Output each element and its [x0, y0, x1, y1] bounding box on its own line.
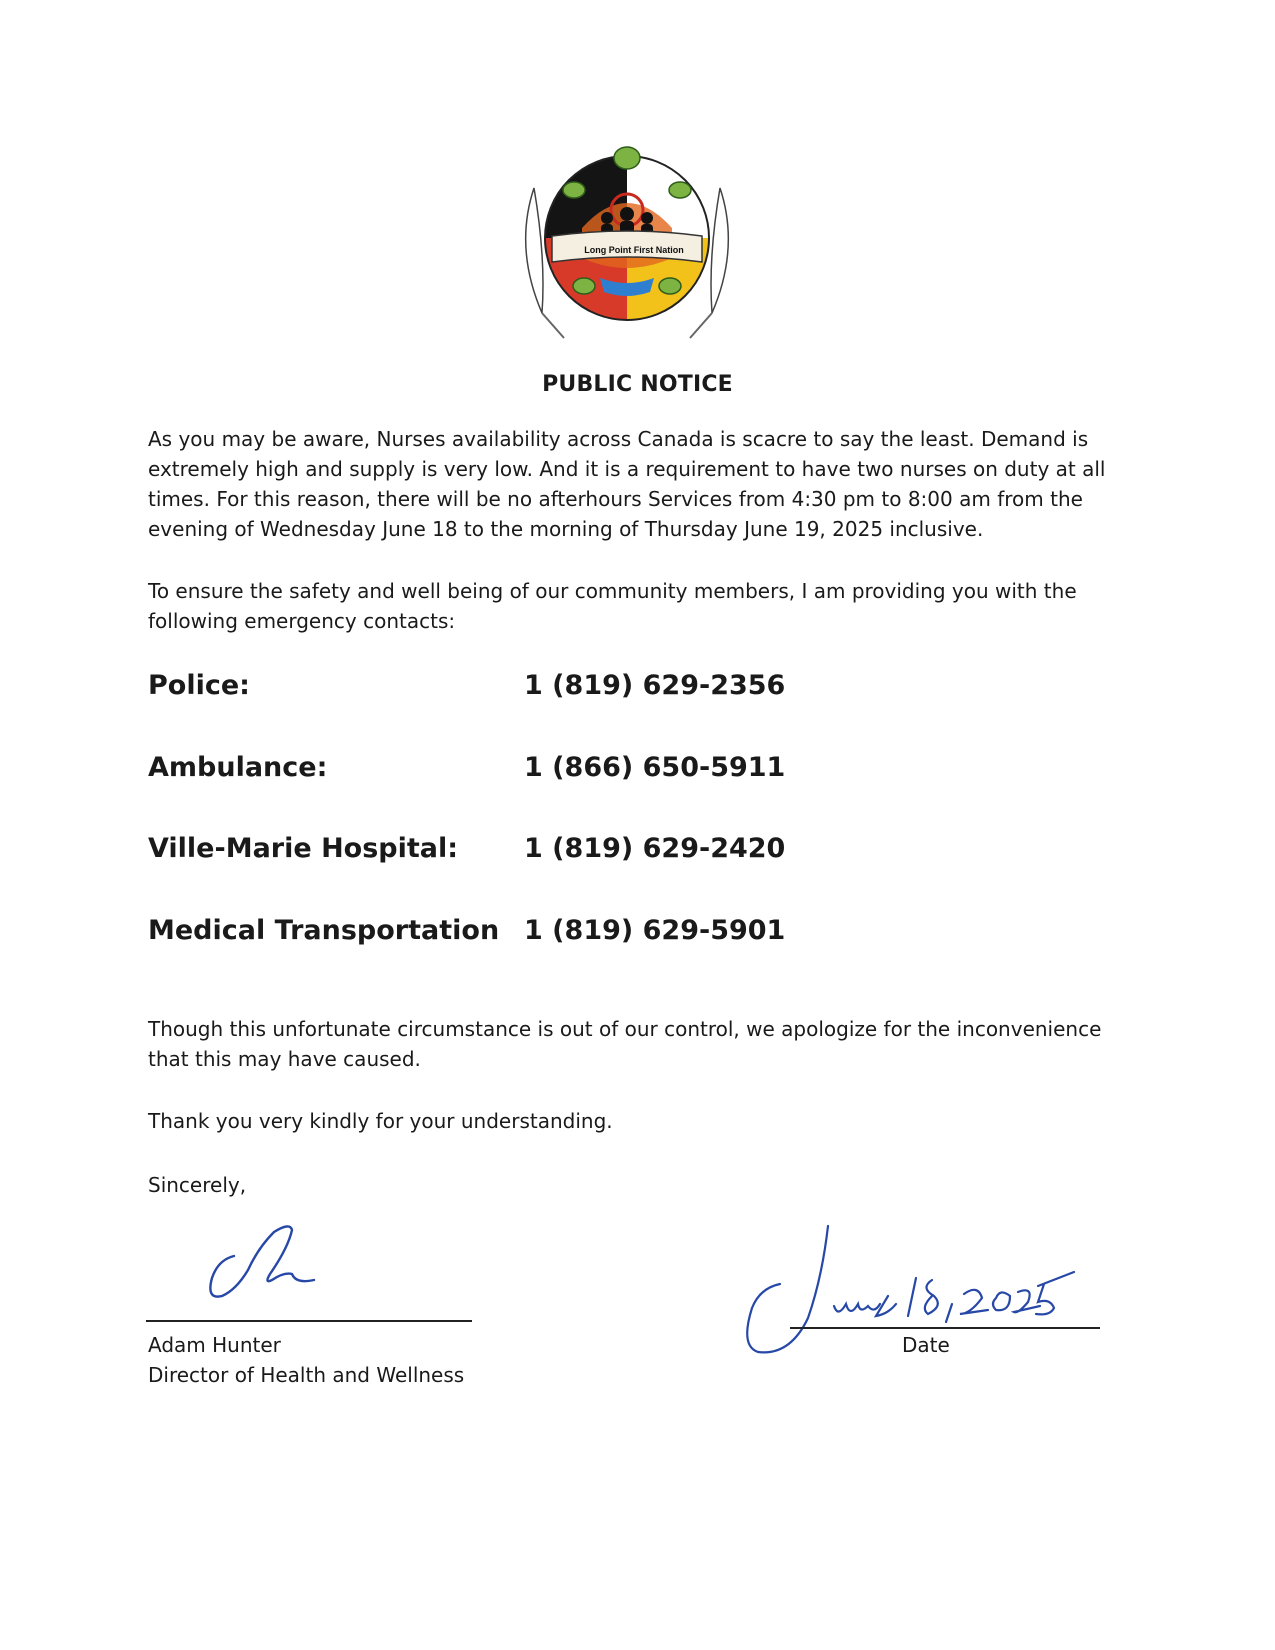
date-label: Date [902, 1333, 950, 1357]
handwritten-signature [196, 1218, 336, 1308]
contact-label: Ville-Marie Hospital: [148, 833, 459, 864]
closing-text: Sincerely, [148, 1173, 247, 1197]
date-line [790, 1327, 1100, 1329]
signer-name: Adam Hunter [148, 1333, 281, 1357]
logo-banner [552, 231, 702, 262]
intro-paragraph: As you may be aware, Nurses availability across Canada is scacre to say the least. Demand is extremely high and supply is very low. And it is a requirement to have two nurses on duty at all times. For this reason, there will be no afterhours Services from 4:30 pm to 8:00 am from the evening of Wednesday June 18 to the morning of Thursday June 19, 2025 inclusive. [148, 427, 1106, 541]
contact-label: Ambulance: [148, 752, 328, 783]
contact-label: Police: [148, 670, 250, 701]
contact-phone: 1 (819) 629-2356 [524, 670, 786, 701]
logo-banner-text: Long Point First Nation [584, 245, 684, 255]
signature-line [146, 1320, 472, 1322]
signer-role: Director of Health and Wellness [148, 1363, 465, 1387]
contacts-intro-paragraph: To ensure the safety and well being of our community members, I am providing you with the following emergency contacts: [148, 579, 1077, 633]
page-title: PUBLIC NOTICE [542, 372, 733, 397]
contact-phone: 1 (819) 629-5901 [524, 915, 786, 946]
contact-phone: 1 (819) 629-2420 [524, 833, 786, 864]
contact-label: Medical Transportation [148, 915, 500, 946]
thanks-paragraph: Thank you very kindly for your understanding. [148, 1109, 613, 1133]
long-point-first-nation-logo [512, 138, 742, 348]
apology-paragraph: Though this unfortunate circumstance is out of our control, we apologize for the inconvenience that this may have caused. [148, 1017, 1102, 1071]
contact-phone: 1 (866) 650-5911 [524, 752, 786, 783]
